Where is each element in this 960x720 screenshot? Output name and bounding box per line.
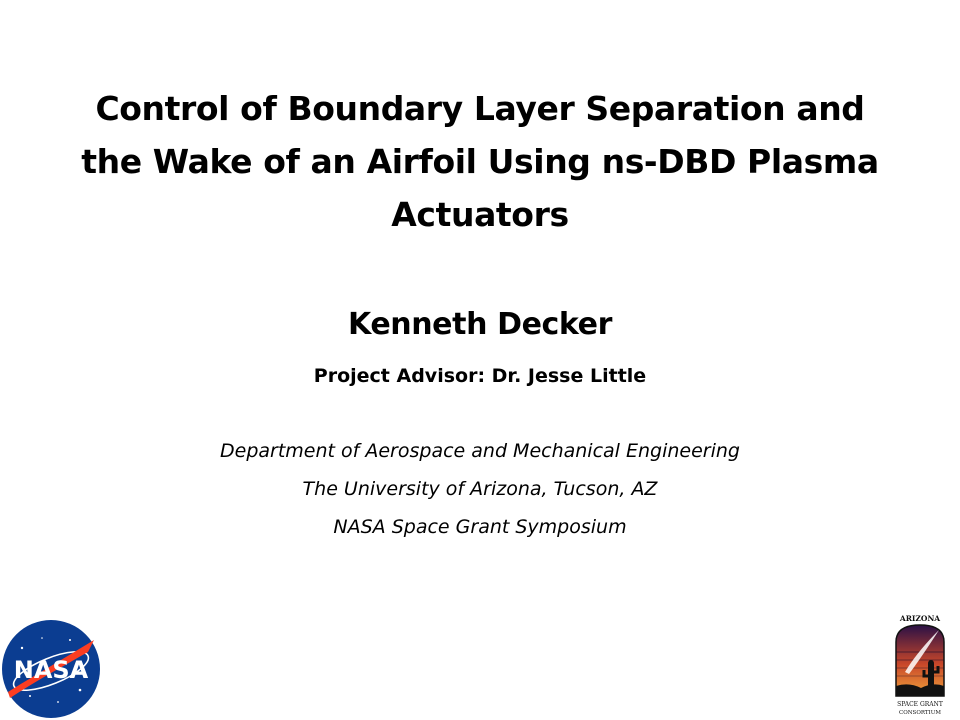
author-name: Kenneth Decker [348,307,612,342]
affiliation-line: NASA Space Grant Symposium [333,516,627,538]
affiliation-block [0,436,960,550]
title-line: Control of Boundary Layer Separation and [95,89,865,128]
arizona-space-grant-logo [891,612,949,720]
logo-bottom-line: CONSORTIUM [899,710,941,716]
logo-top-text: ARIZONA [899,614,941,623]
affiliation-line: The University of Arizona, Tucson, AZ [302,478,658,500]
title-line: Actuators [391,195,569,234]
affiliation-line: Department of Aerospace and Mechanical Engineering [220,440,740,462]
project-advisor: Project Advisor: Dr. Jesse Little [313,365,647,387]
nasa-logo [0,618,102,720]
slide-title [70,82,890,241]
logo-bottom-line: SPACE GRANT [897,701,943,708]
nasa-wordmark: NASA [13,656,89,684]
title-line: the Wake of an Airfoil Using ns-DBD Plasma [81,142,879,181]
